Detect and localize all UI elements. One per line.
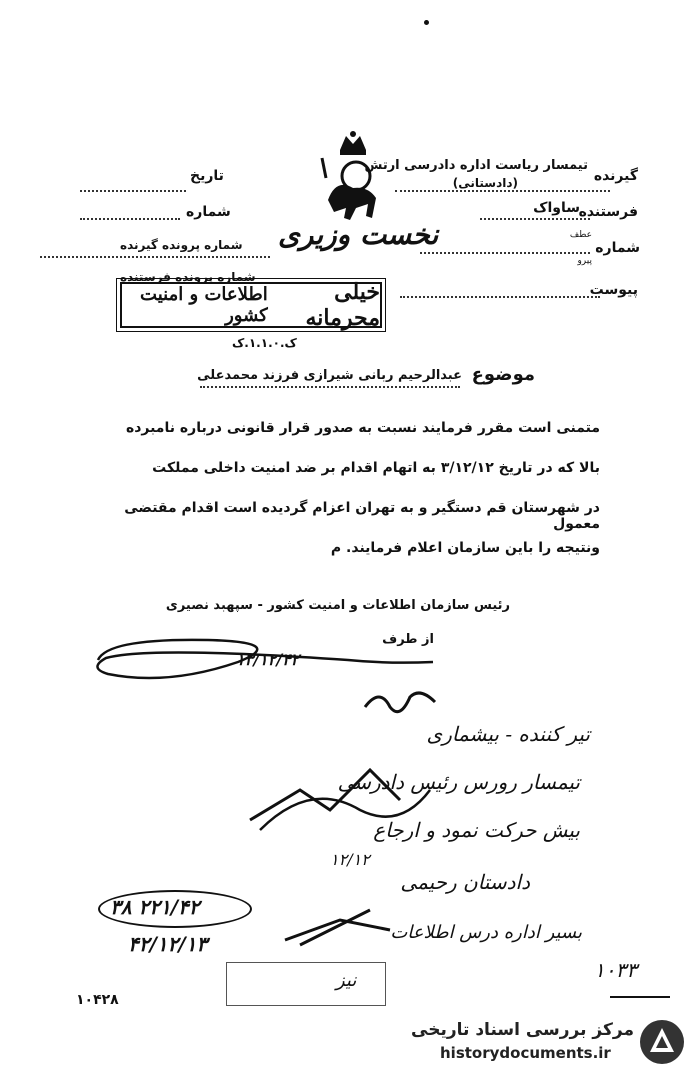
file-number-label: شماره پرونده گیرنده bbox=[120, 238, 243, 252]
subject-label: موضوع bbox=[471, 364, 535, 385]
right-handwritten-number: ۱۰۳۳ bbox=[594, 958, 637, 982]
number-right-dotted-line bbox=[420, 252, 590, 254]
attachment-label: پیوست bbox=[589, 282, 638, 298]
date-dotted-line bbox=[80, 190, 186, 192]
number-right-label: شماره bbox=[595, 240, 640, 256]
signature-cluster bbox=[240, 750, 440, 840]
bottom-box bbox=[226, 962, 386, 1006]
recipient-value: تیمسار ریاست اداره دادرسی ارتش bbox=[364, 158, 588, 173]
watermark-url: historydocuments.ir bbox=[440, 1044, 611, 1062]
org-stamp-text: اطلاعات و امنیت کشور bbox=[140, 284, 268, 326]
handwritten-note-6: بسیر اداره درس اطلاعات bbox=[390, 922, 582, 943]
recipient-subtitle: (دادستانی) bbox=[452, 176, 518, 190]
reference-code: ک.۱.۱.۰.ک bbox=[232, 336, 297, 350]
stray-mark bbox=[424, 20, 429, 25]
handwritten-date: ۱۳/۱۲/۴۲ bbox=[236, 650, 300, 669]
number-label: شماره bbox=[186, 204, 231, 220]
signature-line: رئیس سازمان اطلاعات و امنیت کشور - سپهبد نصیری bbox=[165, 598, 510, 613]
bottom-handwritten-date: ۴۲/۱۲/۱۳ bbox=[128, 932, 208, 956]
body-line-3: در شهرستان قم دستگیر و به تهران اعزام گردیده است اقدام مقتضی معمول bbox=[124, 500, 600, 532]
subject-value: عبدالرحیم ربانی شیرازی فرزند محمدعلی bbox=[197, 368, 462, 383]
ministry-title: نخست وزیری bbox=[278, 218, 439, 251]
lion-and-sun-emblem bbox=[318, 128, 388, 228]
sender-label: فرستنده bbox=[578, 204, 638, 220]
sender-value: ساواک bbox=[533, 200, 580, 216]
body-line-2: بالا که در تاریخ ۳/۱۲/۱۲ به اتهام اقدام بر ضد امنیت داخلی مملکت bbox=[152, 460, 600, 476]
handwritten-note-2: تیمسار رورس رئیس دادرسی bbox=[337, 770, 580, 794]
subject-dotted-line bbox=[200, 386, 460, 388]
file-number-dotted-line bbox=[40, 256, 270, 258]
sender-file-number-label: شماره پرونده فرستنده bbox=[120, 270, 256, 284]
circled-number: ۲۲۱/۴۲ ۳۸ bbox=[110, 895, 200, 919]
watermark-logo-icon bbox=[638, 1018, 686, 1066]
handwritten-note-4: ۱۲/۱۲ bbox=[330, 850, 370, 869]
bottom-box-text: نیز bbox=[336, 970, 357, 991]
recipient-label: گیرنده bbox=[593, 168, 638, 184]
number-right-top: عطف bbox=[569, 230, 592, 240]
by-order-label: از طرف bbox=[382, 632, 434, 647]
bottom-signature-scribble bbox=[280, 900, 400, 950]
number-right-bottom: پیرو bbox=[577, 256, 592, 266]
right-underline bbox=[610, 996, 670, 998]
left-handwritten-number: ۱۰۴۲۸ bbox=[76, 992, 119, 1008]
body-line-1: متمنی است مقرر فرمایند نسبت به صدور قرار قانونی درباره نامبرده bbox=[125, 420, 600, 436]
sender-dotted-line bbox=[480, 218, 590, 220]
handwriting-scribble-1 bbox=[360, 682, 440, 722]
number-dotted-line bbox=[80, 218, 180, 220]
watermark-name: مرکز بررسی اسناد تاریخی bbox=[411, 1020, 634, 1040]
recipient-dotted-line bbox=[395, 190, 610, 192]
attachment-dotted-line bbox=[400, 296, 600, 298]
handwritten-note-1: تیر کننده - بیشماری bbox=[426, 722, 590, 746]
body-line-4: ونتیجه را باین سازمان اعلام فرمایند. م bbox=[330, 540, 600, 556]
classification-stamp-text: خیلی محرمانه bbox=[305, 279, 380, 331]
date-label: تاریخ bbox=[190, 168, 224, 184]
handwritten-note-3: بیش حرکت نمود و ارجاع bbox=[373, 818, 580, 842]
handwritten-note-5: دادستان رحیمی bbox=[400, 870, 530, 894]
classification-stamp bbox=[120, 279, 382, 331]
